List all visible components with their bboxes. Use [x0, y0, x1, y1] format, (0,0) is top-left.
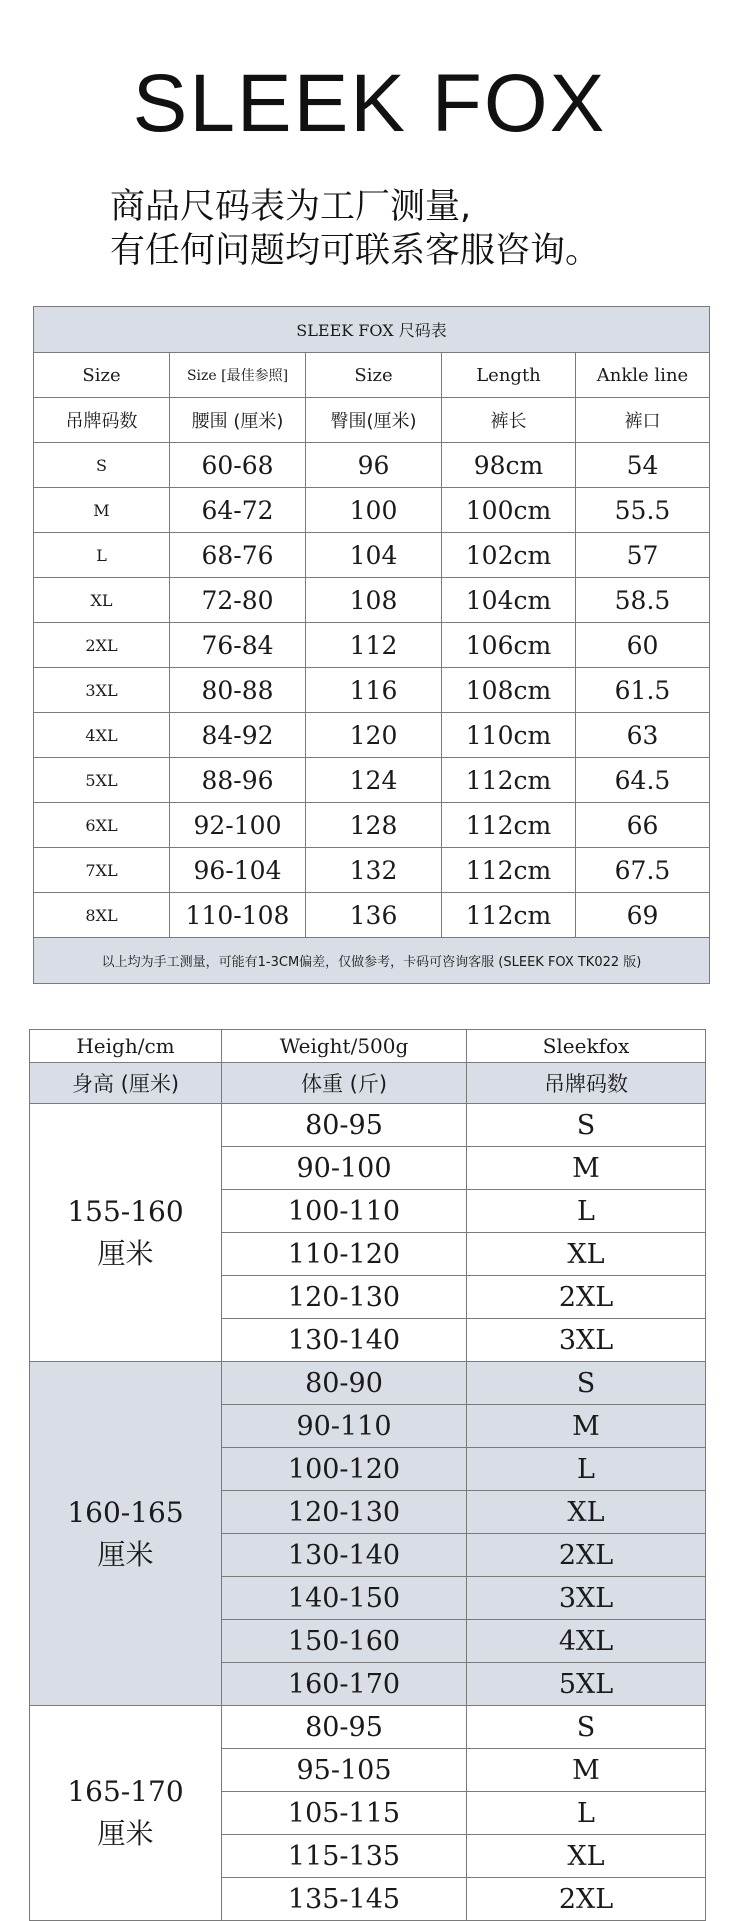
- notice-line-2: 有任何问题均可联系客服咨询。: [110, 231, 601, 271]
- weight-cell: 80-90: [222, 1362, 467, 1405]
- header-cell: 裤口: [576, 398, 710, 443]
- table-cell: L: [34, 533, 170, 578]
- weight-chart-header-zh: [30, 1063, 706, 1104]
- table-cell: 112cm: [442, 848, 576, 893]
- size-chart-header-zh: [34, 398, 710, 443]
- header-cell: 吊牌码数: [34, 398, 170, 443]
- table-cell: 116: [306, 668, 442, 713]
- table-cell: 57: [576, 533, 710, 578]
- weight-cell: 160-170: [222, 1663, 467, 1706]
- size-label-cell: 3XL: [467, 1319, 706, 1362]
- header-cell: 臀围(厘米): [306, 398, 442, 443]
- table-row: [34, 623, 710, 668]
- table-cell: 3XL: [34, 668, 170, 713]
- table-row: [30, 1706, 706, 1749]
- table-cell: 108: [306, 578, 442, 623]
- header-cell: Sleekfox: [467, 1030, 706, 1063]
- table-cell: XL: [34, 578, 170, 623]
- size-chart-table: [33, 306, 710, 984]
- header-cell: Size: [306, 353, 442, 398]
- table-cell: 64-72: [170, 488, 306, 533]
- height-range: 165-170: [67, 1775, 184, 1808]
- size-label-cell: 5XL: [467, 1663, 706, 1706]
- header-cell: Length: [442, 353, 576, 398]
- size-label-cell: 3XL: [467, 1577, 706, 1620]
- table-cell: 63: [576, 713, 710, 758]
- table-cell: 136: [306, 893, 442, 938]
- table-cell: 2XL: [34, 623, 170, 668]
- table-cell: 132: [306, 848, 442, 893]
- table-cell: 55.5: [576, 488, 710, 533]
- size-label-cell: XL: [467, 1491, 706, 1534]
- table-cell: 128: [306, 803, 442, 848]
- size-chart-title: SLEEK FOX 尺码表: [34, 307, 710, 353]
- brand-title: SLEEK FOX: [132, 58, 607, 149]
- notice: [110, 185, 710, 273]
- weight-cell: 100-110: [222, 1190, 467, 1233]
- header-cell: Weight/500g: [222, 1030, 467, 1063]
- height-range: 160-165: [67, 1495, 184, 1529]
- weight-cell: 130-140: [222, 1534, 467, 1577]
- header-cell: 体重 (斤): [222, 1063, 467, 1104]
- table-cell: M: [34, 488, 170, 533]
- header-cell: 腰围 (厘米): [170, 398, 306, 443]
- weight-cell: 150-160: [222, 1620, 467, 1663]
- weight-cell: 120-130: [222, 1276, 467, 1319]
- table-cell: 100cm: [442, 488, 576, 533]
- table-cell: 106cm: [442, 623, 576, 668]
- size-label-cell: 2XL: [467, 1276, 706, 1319]
- weight-cell: 100-120: [222, 1448, 467, 1491]
- table-cell: 102cm: [442, 533, 576, 578]
- weight-cell: 140-150: [222, 1577, 467, 1620]
- table-row: [34, 488, 710, 533]
- size-label-cell: M: [467, 1405, 706, 1448]
- table-row: [34, 893, 710, 938]
- header-cell: Ankle line: [576, 353, 710, 398]
- table-cell: 108cm: [442, 668, 576, 713]
- weight-cell: 130-140: [222, 1319, 467, 1362]
- table-cell: 5XL: [34, 758, 170, 803]
- table-row: [34, 668, 710, 713]
- size-label-cell: XL: [467, 1233, 706, 1276]
- size-label-cell: 2XL: [467, 1534, 706, 1577]
- table-cell: 54: [576, 443, 710, 488]
- table-row: [34, 578, 710, 623]
- table-cell: 124: [306, 758, 442, 803]
- table-cell: 96-104: [170, 848, 306, 893]
- header-cell: 裤长: [442, 398, 576, 443]
- table-cell: 112: [306, 623, 442, 668]
- height-unit: 厘米: [97, 1236, 154, 1270]
- weight-cell: 115-135: [222, 1835, 467, 1878]
- table-cell: 67.5: [576, 848, 710, 893]
- size-label-cell: XL: [467, 1835, 706, 1878]
- table-row: [34, 758, 710, 803]
- table-cell: 64.5: [576, 758, 710, 803]
- table-cell: 6XL: [34, 803, 170, 848]
- height-unit: 厘米: [97, 1817, 154, 1850]
- table-cell: 84-92: [170, 713, 306, 758]
- table-cell: 92-100: [170, 803, 306, 848]
- header-cell: 身高 (厘米): [30, 1063, 222, 1104]
- table-cell: 76-84: [170, 623, 306, 668]
- table-row: [34, 803, 710, 848]
- table-cell: 98cm: [442, 443, 576, 488]
- weight-cell: 110-120: [222, 1233, 467, 1276]
- table-cell: 69: [576, 893, 710, 938]
- table-cell: 8XL: [34, 893, 170, 938]
- height-range: 155-160: [67, 1194, 184, 1228]
- table-cell: 96: [306, 443, 442, 488]
- header-cell: 吊牌码数: [467, 1063, 706, 1104]
- weight-cell: 80-95: [222, 1104, 467, 1147]
- size-label-cell: 4XL: [467, 1620, 706, 1663]
- weight-cell: 120-130: [222, 1491, 467, 1534]
- weight-cell: 90-100: [222, 1147, 467, 1190]
- table-cell: 61.5: [576, 668, 710, 713]
- height-range-cell: [30, 1362, 222, 1706]
- table-row: [30, 1362, 706, 1405]
- table-row: [34, 848, 710, 893]
- header-cell: Size [最佳参照]: [170, 353, 306, 398]
- weight-cell: 90-110: [222, 1405, 467, 1448]
- table-cell: 60: [576, 623, 710, 668]
- notice-line-1: 商品尺码表为工厂测量,: [110, 187, 472, 227]
- table-cell: 68-76: [170, 533, 306, 578]
- table-row: [34, 713, 710, 758]
- size-label-cell: M: [467, 1147, 706, 1190]
- size-label-cell: S: [467, 1706, 706, 1749]
- size-label-cell: M: [467, 1749, 706, 1792]
- table-cell: 58.5: [576, 578, 710, 623]
- table-cell: 7XL: [34, 848, 170, 893]
- size-chart-header-en: [34, 353, 710, 398]
- height-unit: 厘米: [97, 1537, 154, 1571]
- table-cell: 110-108: [170, 893, 306, 938]
- size-label-cell: S: [467, 1362, 706, 1405]
- table-cell: 100: [306, 488, 442, 533]
- size-label-cell: S: [467, 1104, 706, 1147]
- weight-chart-header-en: [30, 1030, 706, 1063]
- table-cell: 112cm: [442, 758, 576, 803]
- height-range-cell: [30, 1104, 222, 1362]
- table-cell: 66: [576, 803, 710, 848]
- table-cell: 72-80: [170, 578, 306, 623]
- size-chart-footnote: 以上均为手工测量，可能有1-3CM偏差，仅做参考，卡码可咨询客服 (SLEEK FOX TK022 版): [34, 938, 710, 984]
- table-cell: 4XL: [34, 713, 170, 758]
- table-cell: 60-68: [170, 443, 306, 488]
- size-label-cell: L: [467, 1190, 706, 1233]
- weight-chart-table: [29, 1029, 706, 1921]
- table-cell: 104cm: [442, 578, 576, 623]
- weight-cell: 95-105: [222, 1749, 467, 1792]
- size-label-cell: L: [467, 1792, 706, 1835]
- table-cell: 88-96: [170, 758, 306, 803]
- header-cell: Heigh/cm: [30, 1030, 222, 1063]
- table-cell: 104: [306, 533, 442, 578]
- table-cell: S: [34, 443, 170, 488]
- table-row: [34, 533, 710, 578]
- height-range-cell: [30, 1706, 222, 1921]
- table-cell: 112cm: [442, 893, 576, 938]
- size-label-cell: 2XL: [467, 1878, 706, 1921]
- table-row: [30, 1104, 706, 1147]
- weight-cell: 135-145: [222, 1878, 467, 1921]
- table-cell: 80-88: [170, 668, 306, 713]
- weight-cell: 80-95: [222, 1706, 467, 1749]
- table-cell: 120: [306, 713, 442, 758]
- header-cell: Size: [34, 353, 170, 398]
- table-row: [34, 443, 710, 488]
- table-cell: 112cm: [442, 803, 576, 848]
- weight-cell: 105-115: [222, 1792, 467, 1835]
- size-label-cell: L: [467, 1448, 706, 1491]
- table-cell: 110cm: [442, 713, 576, 758]
